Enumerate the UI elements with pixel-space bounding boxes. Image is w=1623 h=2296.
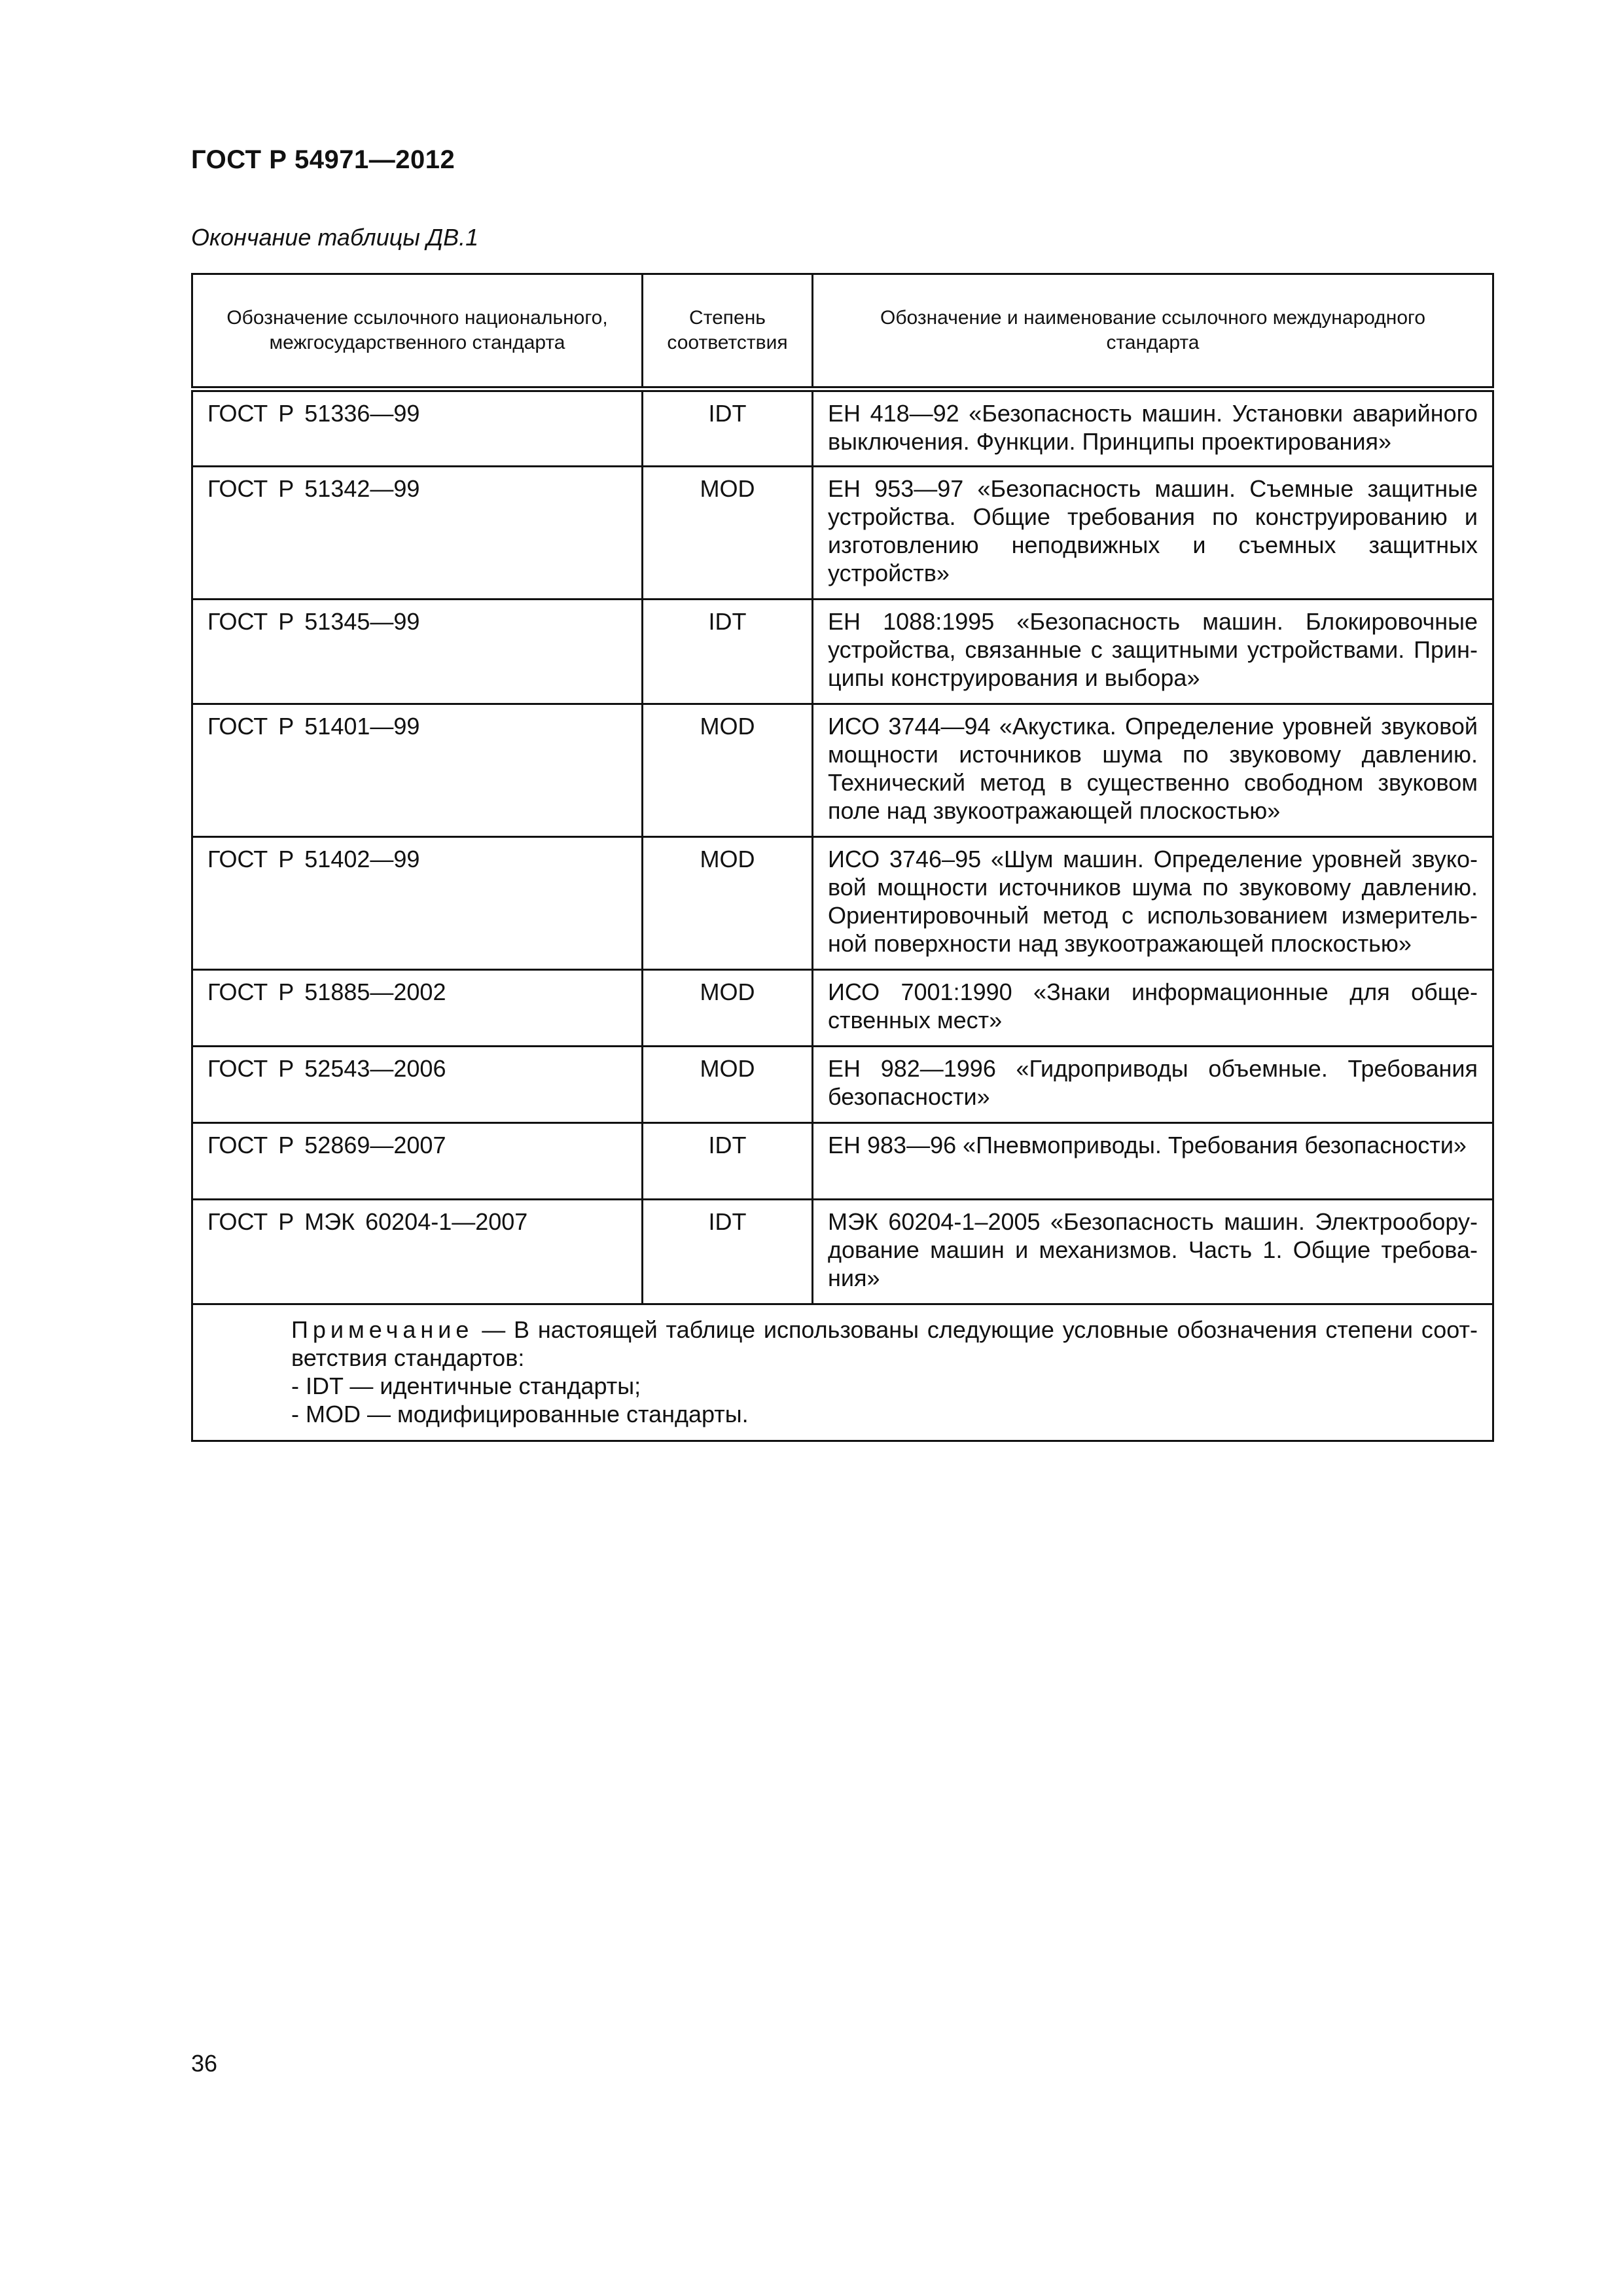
table-note xyxy=(192,1304,1493,1441)
degree-cell: IDT xyxy=(643,389,813,467)
table-row xyxy=(192,704,1493,837)
national-standard-cell: ГОСТ Р 51401—99 xyxy=(192,704,643,837)
note-item: - IDT — идентичные стандарты; xyxy=(291,1372,641,1399)
national-standard-cell: ГОСТ Р 52543—2006 xyxy=(192,1047,643,1123)
international-standard-cell: ЕН 982—1996 «Гидроприводы объемные. Требования безопасности» xyxy=(813,1047,1493,1123)
reference-standards-table xyxy=(191,273,1494,1442)
degree-cell: MOD xyxy=(643,837,813,970)
note-label: Примечание xyxy=(291,1316,474,1343)
international-standard-cell: ЕН 1088:1995 «Безопасность машин. Блокировочные устройства, связанные с защитными устройствами. Принципы конструирования и выбора» xyxy=(813,600,1493,704)
table-row xyxy=(192,467,1493,600)
degree-cell: IDT xyxy=(643,600,813,704)
degree-cell: MOD xyxy=(643,467,813,600)
international-standard-cell: ЕН 953—97 «Безопасность машин. Съемные защитные устройства. Общие требования по конструированию и изготовлению неподвижных и съемных защитных устройств» xyxy=(813,467,1493,600)
international-standard-cell: ЕН 983—96 «Пневмоприводы. Требования безопасности» xyxy=(813,1123,1493,1200)
degree-cell: IDT xyxy=(643,1123,813,1200)
national-standard-cell: ГОСТ Р МЭК 60204-1—2007 xyxy=(192,1200,643,1304)
international-standard-cell: ИСО 3744—94 «Акустика. Определение уровней звуковой мощности источников шума по звуковому давлению. Технический метод в существенно свободном звуковом поле над звукоотражающей плоскостью» xyxy=(813,704,1493,837)
table-header-row xyxy=(192,274,1493,389)
table-row xyxy=(192,970,1493,1047)
national-standard-cell: ГОСТ Р 51885—2002 xyxy=(192,970,643,1047)
degree-cell: MOD xyxy=(643,704,813,837)
national-standard-cell: ГОСТ Р 52869—2007 xyxy=(192,1123,643,1200)
international-standard-cell: ИСО 7001:1990 «Знаки информационные для общественных мест» xyxy=(813,970,1493,1047)
national-standard-cell: ГОСТ Р 51336—99 xyxy=(192,389,643,467)
degree-cell: MOD xyxy=(643,970,813,1047)
table-row xyxy=(192,837,1493,970)
national-standard-cell: ГОСТ Р 51402—99 xyxy=(192,837,643,970)
table-row xyxy=(192,389,1493,467)
international-standard-cell: МЭК 60204-1–2005 «Безопасность машин. Электрооборудование машин и механизмов. Часть 1. Общие требования» xyxy=(813,1200,1493,1304)
table-row xyxy=(192,1123,1493,1200)
page-number: 36 xyxy=(191,2050,218,2077)
note-text: — В настоящей таблице использованы следующие условные обозначения степени соответствия стандартов: xyxy=(291,1316,1478,1371)
table-note-row xyxy=(192,1304,1493,1441)
table-row xyxy=(192,1047,1493,1123)
table-row xyxy=(192,600,1493,704)
table-caption: Окончание таблицы ДВ.1 xyxy=(191,224,479,251)
international-standard-cell: ИСО 3746–95 «Шум машин. Определение уровней звуковой мощности источников шума по звуковому давлению. Ориентировочный метод с использованием измерительной поверхности над звукоотражающей плоскостью» xyxy=(813,837,1493,970)
national-standard-cell: ГОСТ Р 51342—99 xyxy=(192,467,643,600)
note-item: - MOD — модифицированные стандарты. xyxy=(291,1401,749,1427)
column-header-degree: Степень соответствия xyxy=(643,274,813,389)
degree-cell: MOD xyxy=(643,1047,813,1123)
international-standard-cell: ЕН 418—92 «Безопасность машин. Установки аварийного выключения. Функции. Принципы проектирования» xyxy=(813,389,1493,467)
document-header: ГОСТ Р 54971—2012 xyxy=(191,145,455,174)
table-row xyxy=(192,1200,1493,1304)
degree-cell: IDT xyxy=(643,1200,813,1304)
national-standard-cell: ГОСТ Р 51345—99 xyxy=(192,600,643,704)
column-header-international: Обозначение и наименование ссылочного международного стандарта xyxy=(813,274,1493,389)
column-header-national: Обозначение ссылочного национального, межгосударственного стандарта xyxy=(192,274,643,389)
